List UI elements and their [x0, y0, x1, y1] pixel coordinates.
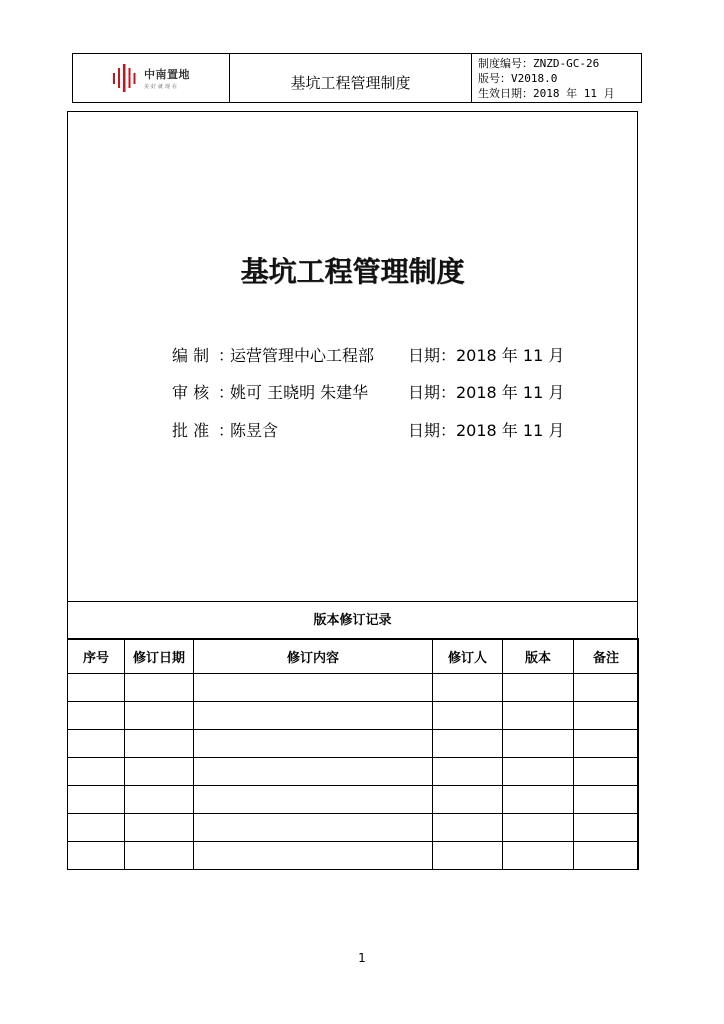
table-cell — [574, 702, 639, 730]
column-header: 备注 — [574, 639, 639, 674]
table-cell — [125, 702, 194, 730]
table-cell — [194, 786, 433, 814]
effective-date: 生效日期：2018 年 11 月 — [478, 87, 615, 100]
table-cell — [125, 674, 194, 702]
table-cell — [574, 730, 639, 758]
info-label: 编 制 — [172, 346, 210, 365]
table-header-row — [68, 639, 639, 674]
table-row — [68, 730, 639, 758]
info-row-reviewer: 审 核 ： 姚可 王晓明 朱建华 日期：2018 年 11 月 — [172, 380, 564, 404]
table-cell — [194, 842, 433, 870]
table-cell — [125, 730, 194, 758]
table-cell — [68, 786, 125, 814]
logo-cell — [73, 54, 230, 102]
info-date: 日期：2018 年 11 月 — [408, 383, 565, 402]
table-cell — [433, 702, 503, 730]
table-cell — [503, 730, 574, 758]
table-cell — [68, 758, 125, 786]
table-cell — [68, 730, 125, 758]
page-number: 1 — [358, 951, 366, 965]
info-date: 日期：2018 年 11 月 — [408, 421, 565, 440]
table-cell — [433, 842, 503, 870]
version-number: 版号：V2018.0 — [478, 72, 558, 85]
logo-company-name: 中南置地 — [144, 68, 190, 81]
table-cell — [574, 842, 639, 870]
table-row — [68, 842, 639, 870]
info-row-compiler: 编 制 ： 运营管理中心工程部 日期：2018 年 11 月 — [172, 343, 564, 367]
header-meta — [472, 54, 641, 102]
table-row — [68, 674, 639, 702]
document-title: 基坑工程管理制度 — [240, 255, 465, 288]
table-cell — [574, 758, 639, 786]
table-cell — [503, 814, 574, 842]
table-cell — [68, 842, 125, 870]
table-cell — [503, 786, 574, 814]
column-header: 序号 — [68, 639, 125, 674]
table-cell — [194, 730, 433, 758]
table-cell — [194, 674, 433, 702]
table-cell — [433, 730, 503, 758]
table-cell — [68, 814, 125, 842]
revision-table-body — [68, 674, 639, 870]
column-header: 版本 — [503, 639, 574, 674]
info-label: 审 核 — [172, 383, 210, 402]
revision-record-title: 版本修订记录 — [68, 601, 637, 640]
regulation-number: 制度编号：ZNZD-GC-26 — [478, 57, 600, 70]
table-cell — [125, 758, 194, 786]
table-cell — [503, 842, 574, 870]
table-cell — [433, 814, 503, 842]
table-cell — [125, 842, 194, 870]
info-row-approver: 批 准 ： 陈昱含 日期：2018 年 11 月 — [172, 418, 564, 442]
column-header: 修订内容 — [194, 639, 433, 674]
company-logo — [112, 64, 190, 92]
info-value: 陈昱含 — [230, 421, 279, 440]
table-row — [68, 814, 639, 842]
page-header — [72, 53, 642, 103]
company-logo-mark-icon — [112, 64, 138, 92]
table-row — [68, 702, 639, 730]
table-cell — [433, 758, 503, 786]
revision-table — [67, 638, 639, 870]
info-value: 姚可 王晓明 朱建华 — [230, 383, 369, 402]
table-cell — [574, 814, 639, 842]
table-cell — [574, 674, 639, 702]
table-cell — [68, 674, 125, 702]
info-value: 运营管理中心工程部 — [230, 346, 375, 365]
table-cell — [125, 814, 194, 842]
table-cell — [574, 786, 639, 814]
table-cell — [433, 786, 503, 814]
table-cell — [503, 674, 574, 702]
table-cell — [125, 786, 194, 814]
table-cell — [68, 702, 125, 730]
cover-frame — [67, 111, 638, 870]
table-cell — [194, 814, 433, 842]
table-cell — [194, 758, 433, 786]
logo-slogan: 美好就现在 — [144, 84, 180, 90]
header-title: 基坑工程管理制度 — [230, 54, 472, 102]
table-cell — [503, 758, 574, 786]
table-cell — [503, 702, 574, 730]
info-date: 日期：2018 年 11 月 — [408, 346, 565, 365]
table-row — [68, 758, 639, 786]
table-row — [68, 786, 639, 814]
table-cell — [194, 702, 433, 730]
column-header: 修订日期 — [125, 639, 194, 674]
info-label: 批 准 — [172, 421, 210, 440]
table-cell — [433, 674, 503, 702]
column-header: 修订人 — [433, 639, 503, 674]
